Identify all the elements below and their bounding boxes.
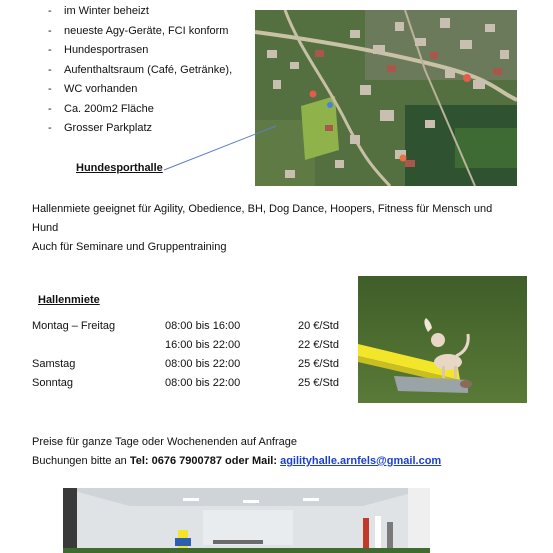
feature-item: - WC vorhanden (48, 83, 138, 95)
feature-item: - Ca. 200m2 Fläche (48, 102, 154, 115)
hall-interior-graphic (63, 488, 430, 553)
feature-item: - im Winter beheizt (48, 5, 149, 17)
rental-time: 16:00 bis 22:00 (165, 339, 241, 351)
rental-price: 20 €/Std (298, 320, 339, 332)
feature-item: - neueste Agy-Geräte, FCI konform (48, 24, 229, 37)
map-caption: Hundesporthalle (76, 162, 163, 174)
rental-row (32, 317, 352, 337)
rental-time: 08:00 bis 22:00 (165, 358, 241, 370)
rental-heading: Hallenmiete (38, 294, 100, 306)
description-line-3: Auch für Seminare und Gruppentraining (32, 241, 227, 253)
rental-price: 22 €/Std (298, 339, 339, 351)
rental-row (32, 374, 352, 394)
booking-line (32, 455, 441, 467)
dog-agility-photo (358, 276, 527, 403)
aerial-map-graphic (255, 10, 517, 186)
map-pointer-line (160, 120, 280, 180)
rental-day: Sonntag (32, 377, 73, 389)
feature-item: - Hundesportrasen (48, 44, 149, 56)
pricing-note: Preise für ganze Tage oder Wochenenden auf Anfrage (32, 436, 298, 448)
rental-time: 08:00 bis 22:00 (165, 377, 241, 389)
dog-agility-graphic (358, 276, 527, 403)
rental-price: 25 €/Std (298, 358, 339, 370)
phone-label: Tel: 0676 7900787 oder Mail: (129, 455, 281, 467)
rental-time: 08:00 bis 16:00 (165, 320, 241, 332)
rental-day: Samstag (32, 358, 76, 370)
description-line-2: Hund (32, 222, 59, 234)
hall-interior-photo (63, 488, 430, 553)
rental-row (32, 336, 352, 356)
feature-item: - Aufenthaltsraum (Café, Getränke), (48, 63, 233, 76)
rental-row (32, 355, 352, 375)
booking-prefix: Buchungen bitte an (32, 455, 130, 467)
aerial-map-image (255, 10, 517, 186)
feature-list (48, 2, 232, 139)
rental-price: 25 €/Std (298, 377, 339, 389)
description-line-1: Hallenmiete geeignet für Agility, Obedience, BH, Dog Dance, Hoopers, Fitness für Mensch und (32, 203, 493, 215)
feature-item: - Grosser Parkplatz (48, 122, 153, 134)
rental-day: Montag – Freitag (32, 320, 116, 332)
email-link[interactable]: agilityhalle.arnfels@gmail.com (280, 455, 442, 467)
